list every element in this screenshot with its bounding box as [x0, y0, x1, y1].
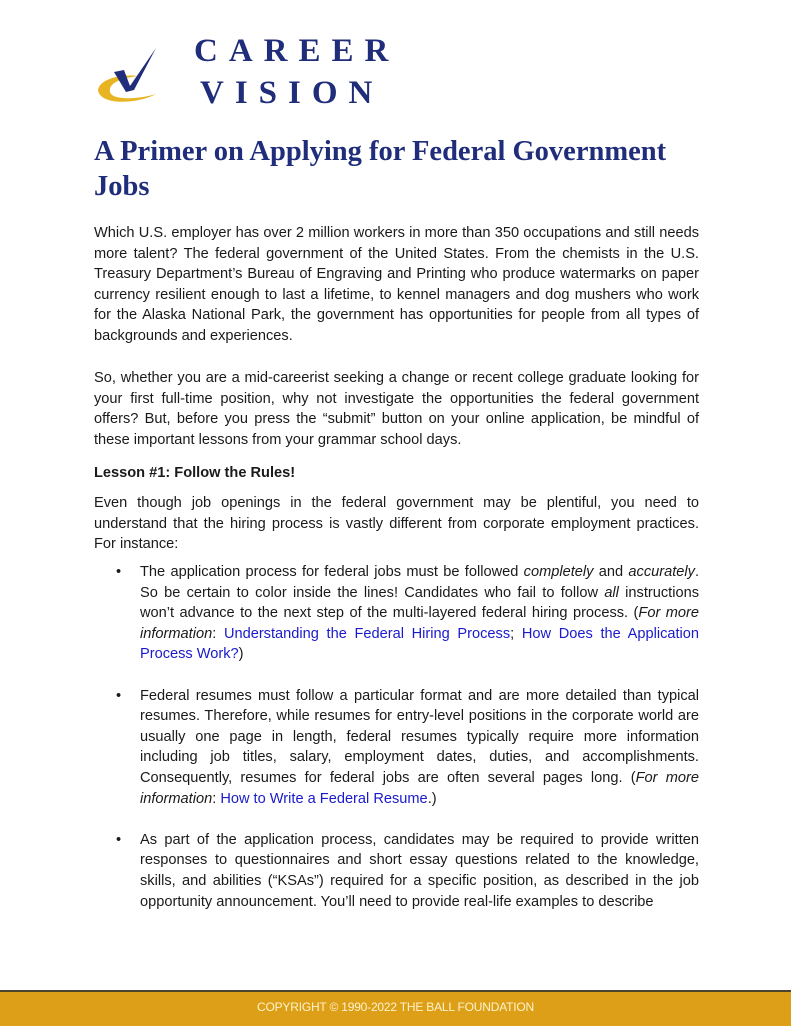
- logo-line-2: VISION: [200, 75, 384, 111]
- lesson-1-bullet-list: [94, 562, 699, 933]
- logo-line-1: CAREER: [194, 33, 400, 69]
- bullet-icon: •: [116, 831, 122, 848]
- intro-paragraph-1: Which U.S. employer has over 2 million workers in more than 350 occupations and still needs more talent? The federal government of the United States. From the chemists in the U.S. Treasury Department’s Bureau of Engraving and Printing who produce watermarks on paper currency resilient enough to last a lifetime, to kennel managers and dog mushers who work for the Alaska National Park, the government has opportunities for people from all types of backgrounds and experiences.: [94, 225, 699, 344]
- list-item: [94, 830, 699, 912]
- intro-paragraph-2: So, whether you are a mid-careerist seeking a change or recent college graduate looking for your first full-time position, why not investigate the opportunities the federal government offers? But, before you press the “submit” button on your online application, be mindful of these important lessons from your grammar school days.: [94, 370, 699, 448]
- lesson-1-heading: Lesson #1: Follow the Rules!: [94, 465, 296, 481]
- career-vision-logo: [90, 30, 400, 111]
- bullet-icon: •: [116, 564, 122, 580]
- checkmark-swoosh-icon: [94, 38, 164, 108]
- emphasis: For more information: [140, 769, 699, 807]
- lesson-1-intro: Even though job openings in the federal government may be plentiful, you need to understand that the hiring process is vastly different from corporate employment practices. For instance:: [94, 495, 699, 553]
- text: and: [593, 564, 629, 580]
- emphasis: completely: [523, 564, 594, 580]
- text: . So be certain to color inside the lines! Candidates who fail to follow: [140, 564, 699, 601]
- text: Federal resumes must follow a particular format and are more detailed than typical resumes. Therefore, while resumes for entry-level positions in the corporate world are usually one page in length, federal resumes typically require more information including job titles, salary, employment dates, duties, and accomplishments. Consequently, resumes for federal jobs are often several pages long. (: [140, 687, 699, 786]
- text: ;: [510, 625, 522, 642]
- list-item: [94, 686, 699, 810]
- link-understanding-federal-hiring-process[interactable]: Understanding the Federal Hiring Process: [223, 625, 511, 642]
- text: As part of the application process, candidates may be required to provide written responses to questionnaires and short essay questions related to the knowledge, skills, and abilities (“KSAs”) required for a specific position, as described in the job opportunity announcement. You’ll need to provide real-life examples to describe: [140, 831, 699, 910]
- text: .): [427, 790, 437, 807]
- page-title: A Primer on Applying for Federal Government Jobs: [94, 136, 667, 202]
- text: The application process for federal jobs must be followed: [140, 564, 524, 580]
- link-how-does-application-process-work[interactable]: How Does the Application Process Work?: [140, 625, 700, 663]
- copyright-footer: COPYRIGHT © 1990-2022 THE BALL FOUNDATION: [0, 990, 791, 1026]
- list-item: [94, 562, 699, 665]
- emphasis: all: [604, 584, 619, 601]
- link-how-to-write-federal-resume[interactable]: How to Write a Federal Resume: [220, 790, 428, 807]
- text: :: [212, 790, 221, 807]
- emphasis: For more information: [140, 605, 699, 642]
- text: instructions won’t advance to the next step of the multi-layered federal hiring process. (: [140, 584, 699, 622]
- logo-wordmark: [194, 30, 399, 114]
- bullet-icon: •: [116, 687, 122, 704]
- text: :: [212, 625, 224, 642]
- emphasis: accurately: [628, 564, 695, 580]
- text: ): [238, 646, 244, 663]
